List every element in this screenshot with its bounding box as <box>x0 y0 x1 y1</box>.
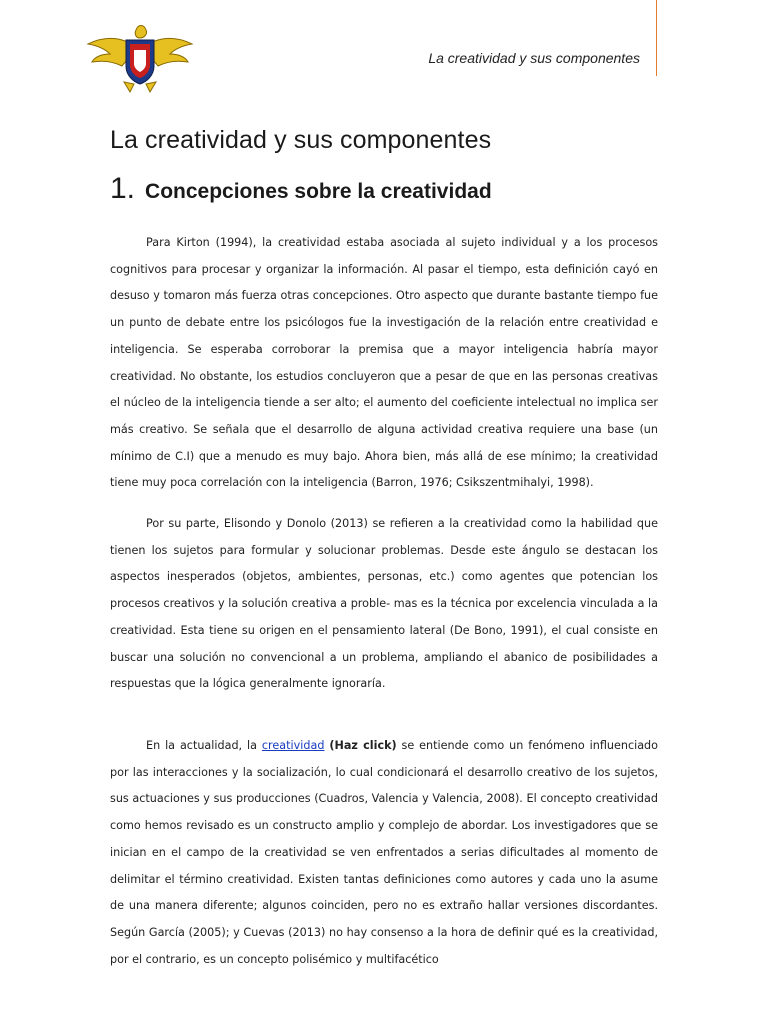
paragraph-text-after: se entiende como un fenómeno influenciado por las interacciones y la socialización, lo cual condicionará el desarrollo creativo de los sujetos, sus actuaciones y sus producciones (Cuadros, Valencia y Valencia, 2008). El concepto creatividad como hemos revisado es un constructo amplio y complejo de abordar. Los investigadores que se inician en el campo de la creatividad se ven enfrentados a serias dificultades al momento de delimitar el término creatividad. Existen tantas definiciones como autores y cada uno la asume de una manera diferente; algunos coinciden, pero no es extraño hallar versiones discordantes. Según García (2005); y Cuevas (2013) no hay consenso a la hora de definir qué es la creatividad, por el contrario, es un concepto polisémico y multifacético <box>110 739 659 966</box>
section-number: 1. <box>110 172 136 205</box>
eagle-crest-logo <box>86 20 194 94</box>
section-title-text: Concepciones sobre la creatividad <box>145 180 492 203</box>
paragraph-actualidad <box>110 733 658 973</box>
paragraph-kirton <box>110 230 658 497</box>
paragraph-text: Para Kirton (1994), la creatividad estaba asociada al sujeto individual y a los procesos cognitivos para procesar y organizar la información. Al pasar el tiempo, esta definición cayó en desuso y tomaron más fuerza otras concepciones. Otro aspecto que durante bastante tiempo fue un punto de debate entre los psicólogos fue la investigación de la relación entre creatividad e inteligencia. Se esperaba corroborar la premisa que a mayor inteligencia habría mayor creatividad. No obstante, los estudios concluyeron que a pesar de que en las personas creativas el núcleo de la inteligencia tiende a ser alto; el aumento del coeficiente intelectual no implica ser más creativo. Se señala que el desarrollo de alguna actividad creativa requiere una base (un mínimo de C.I) que a menudo es muy bajo. Ahora bien, más allá de ese mínimo; la creatividad tiene muy poca correlación con la inteligencia (Barron, 1976; Csikszentmihalyi, 1998). <box>110 236 658 490</box>
paragraph-text: Por su parte, Elisondo y Donolo (2013) se refieren a la creatividad como la habilidad que tienen los sujetos para formular y solucionar problemas. Desde este ángulo se destacan los aspectos inesperados (objetos, ambientes, personas, etc.) como agentes que potencian los procesos creativos y la solución creativa a proble- mas es la técnica por excelencia vinculada a la creatividad. Esta tiene su origen en el pensamiento lateral (De Bono, 1991), el cual consiste en buscar una solución no convencional a un problema, ampliando el abanico de posibilidades a respuestas que la lógica generalmente ignoraría. <box>110 517 658 691</box>
haz-click-label: (Haz click) <box>329 739 397 752</box>
section-heading <box>110 172 492 206</box>
running-header-title: La creatividad y sus componentes <box>428 50 640 66</box>
paragraph-text <box>110 733 658 973</box>
paragraph-elisondo <box>110 511 658 698</box>
paragraph-text-before: En la actualidad, la <box>146 739 262 752</box>
creatividad-link[interactable]: creatividad <box>261 739 325 752</box>
page-title: La creatividad y sus componentes <box>110 126 492 154</box>
header-divider-line <box>656 0 657 76</box>
